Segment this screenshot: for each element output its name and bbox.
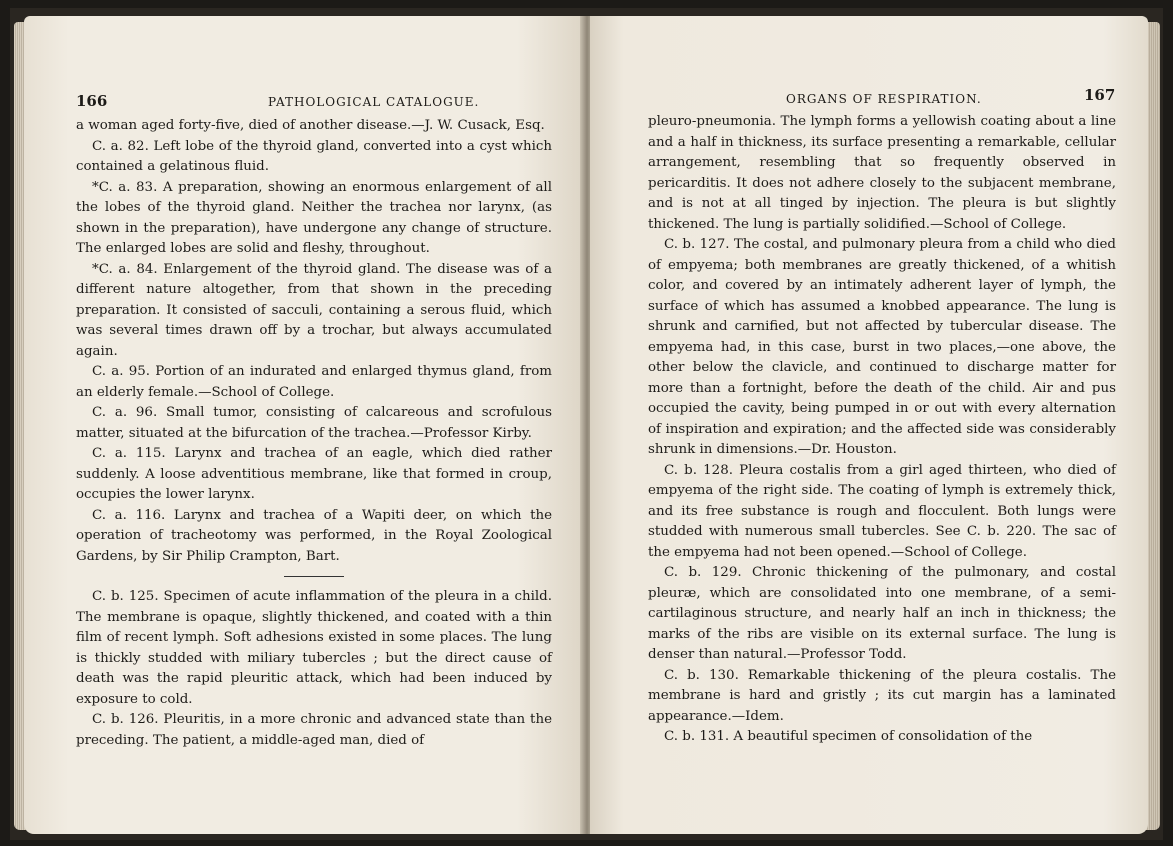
paragraph: C. a. 95. Portion of an indurated and enlarged thymus gland, from an elderly female.—School of College. [76,364,552,400]
left-text-column [76,116,552,751]
running-head: PATHOLOGICAL CATALOGUE. [268,95,480,109]
paragraph: *C. a. 84. Enlargement of the thyroid gland. The disease was of a different nature altogether, from that shown in the preceding preparation. It consisted of sacculi, containing a serous fluid, which was several times drawn off by a trochar, but always accumulated again. [76,261,552,359]
paragraph: C. a. 82. Left lobe of the thyroid gland, converted into a cyst which contained a gelatinous fluid. [76,138,552,174]
running-head: ORGANS OF RESPIRATION. [786,92,982,106]
left-page [24,16,584,834]
paragraph: C. b. 131. A beautiful specimen of consolidation of the [664,729,1033,744]
paragraph: C. a. 115. Larynx and trachea of an eagle, which died rather suddenly. A loose adventitious membrane, like that formed in croup, occupies the lower larynx. [76,446,552,502]
paragraph: C. b. 125. Specimen of acute inflammation of the pleura in a child. The membrane is opaque, slightly thickened, and coated with a thin film of recent lymph. Soft adhesions existed in some places. The lung is thickly studded with miliary tubercles ; but the direct cause of death was the rapid pleuritic attack, which had been induced by exposure to cold. [76,589,552,707]
page-number: 166 [76,92,108,110]
paragraph: C. b. 126. Pleuritis, in a more chronic and advanced state than the preceding. The patient, a middle-aged man, died of [76,712,552,748]
open-book [10,8,1163,840]
paragraph: C. b. 129. Chronic thickening of the pulmonary, and costal pleuræ, which are consolidated into one membrane, of a semi-cartilaginous structure, and nearly half an inch in thickness; the marks of the ribs are visible on its external surface. The lung is denser than natural.—Professor Todd. [648,565,1116,662]
paragraph: C. b. 127. The costal, and pulmonary pleura from a child who died of empyema; both membranes are greatly thickened, of a whitish color, and covered by an intimately adherent layer of lymph, the surface of which has assumed a knobbed appearance. The lung is shrunk and carnified, but not affected by tubercular disease. The empyema had, in this case, burst in two places,—one above, the other below the clavicle, and continued to discharge matter for more than a fortnight, before the death of the child. Air and pus occupied the cavity, being pumped in or out with every alternation of inspiration and expiration; and the affected side was considerably shrunk in dimensions.—Dr. Houston. [648,237,1116,457]
paragraph: C. a. 96. Small tumor, consisting of calcareous and scrofulous matter, situated at the bifurcation of the trachea.—Professor Kirby. [76,405,552,441]
section-rule [284,576,344,577]
paragraph: C. b. 128. Pleura costalis from a girl aged thirteen, who died of empyema of the right side. The coating of lymph is extremely thick, and its free substance is rough and flocculent. Both lungs were studded with numerous small tubercles. See C. b. 220. The sac of the empyema had not been opened.—School of College. [648,462,1116,560]
right-text-column [648,112,1116,748]
page-number: 167 [1084,86,1116,104]
paragraph: C. b. 130. Remarkable thickening of the pleura costalis. The membrane is hard and gristly ; its cut margin has a laminated appearance.—Idem. [648,667,1116,724]
paragraph: a woman aged forty-five, died of another disease.—J. W. Cusack, Esq. [76,118,545,133]
paragraph: C. a. 116. Larynx and trachea of a Wapiti deer, on which the operation of tracheotomy was performed, in the Royal Zoological Gardens, by Sir Philip Crampton, Bart. [76,507,552,564]
right-page [590,16,1148,834]
paragraph: pleuro-pneumonia. The lymph forms a yellowish coating about a line and a half in thickness, its surface presenting a remarkable, cellular arrangement, resembling that so frequently observed in pericarditis. It does not adhere closely to the subjacent membrane, and is not at all tinged by injection. The pleura is but slightly thickened. The lung is partially solidified.—School of College. [648,114,1116,232]
paragraph: *C. a. 83. A preparation, showing an enormous enlargement of all the lobes of the thyroid gland. Neither the trachea nor larynx, (as shown in the preparation), have undergone any change of structure. The enlarged lobes are solid and fleshy, throughout. [76,179,552,256]
